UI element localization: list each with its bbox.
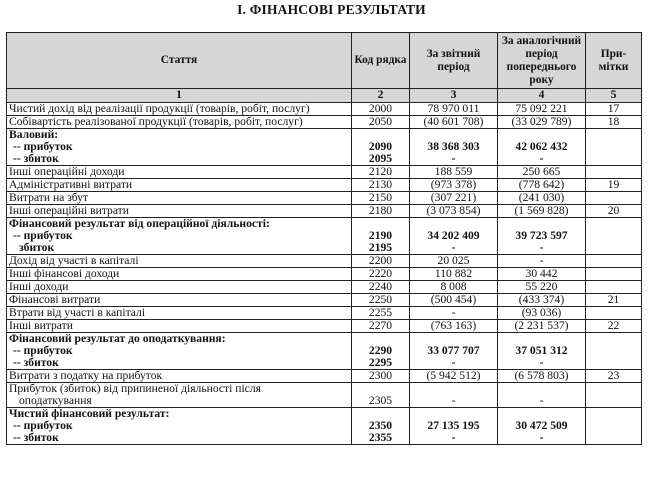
row-label <box>7 408 352 445</box>
row-current: - <box>410 383 498 408</box>
profit-label: -- прибуток <box>13 344 73 357</box>
row-current: (3 073 854) <box>410 205 498 218</box>
row-prior: 55 220 <box>498 281 586 294</box>
table-row <box>7 408 642 445</box>
row-code: 2250 <box>352 294 410 307</box>
row-note <box>586 166 642 179</box>
page-title: І. ФІНАНСОВІ РЕЗУЛЬТАТИ <box>237 2 426 17</box>
row-code: 2120 <box>352 166 410 179</box>
row-note: 21 <box>586 294 642 307</box>
row-prior: (433 374) <box>498 294 586 307</box>
row-prior: (93 036) <box>498 307 586 320</box>
row-label-line: оподаткування <box>19 394 92 407</box>
row-code: 2090 2095 <box>352 129 410 166</box>
row-label: Чистий дохід від реалізації продукції (товарів, робіт, послуг) <box>7 103 352 116</box>
row-label: Фінансові витрати <box>7 294 352 307</box>
table-row <box>7 103 642 116</box>
table-row <box>7 129 642 166</box>
row-current: (973 378) <box>410 179 498 192</box>
row-current: (763 163) <box>410 320 498 333</box>
row-current: 38 368 303 - <box>410 129 498 166</box>
row-current: 27 135 195 - <box>410 408 498 445</box>
section-label: Валовий: <box>9 128 59 141</box>
row-prior: (241 030) <box>498 192 586 205</box>
loss-label: -- збиток <box>13 152 59 165</box>
row-note <box>586 129 642 166</box>
profit-label: -- прибуток <box>13 140 73 153</box>
row-code: 2180 <box>352 205 410 218</box>
row-note <box>586 281 642 294</box>
row-prior: 75 092 221 <box>498 103 586 116</box>
row-prior: (33 029 789) <box>498 116 586 129</box>
row-note <box>586 268 642 281</box>
table-row <box>7 320 642 333</box>
row-code: 2150 <box>352 192 410 205</box>
row-label: Інші доходи <box>7 281 352 294</box>
row-code: 2000 <box>352 103 410 116</box>
row-label: Собівартість реалізованої продукції (товарів, робіт, послуг) <box>7 116 352 129</box>
row-current: (307 221) <box>410 192 498 205</box>
row-code: 2130 <box>352 179 410 192</box>
table-row <box>7 333 642 370</box>
row-prior: (2 231 537) <box>498 320 586 333</box>
row-note <box>586 408 642 445</box>
table-row <box>7 383 642 408</box>
section-label: Чистий фінансовий результат: <box>9 407 170 420</box>
row-label <box>7 383 352 408</box>
row-label: Інші операційні доходи <box>7 166 352 179</box>
row-label: Інші витрати <box>7 320 352 333</box>
row-code: 2240 <box>352 281 410 294</box>
header-code: Код рядка <box>352 33 410 89</box>
row-label: Інші операційні витрати <box>7 205 352 218</box>
loss-label: збиток <box>19 241 55 254</box>
row-prior: 42 062 432 - <box>498 129 586 166</box>
row-current: 33 077 707 - <box>410 333 498 370</box>
col-number: 5 <box>586 89 642 103</box>
row-prior: 39 723 597 - <box>498 218 586 255</box>
header-current: За звітний період <box>410 33 498 89</box>
row-label: Витрати на збут <box>7 192 352 205</box>
row-current: (500 454) <box>410 294 498 307</box>
row-code: 2255 <box>352 307 410 320</box>
col-number: 1 <box>7 89 352 103</box>
table-row <box>7 179 642 192</box>
row-label <box>7 129 352 166</box>
row-current: 110 882 <box>410 268 498 281</box>
row-current: 8 008 <box>410 281 498 294</box>
table-row <box>7 268 642 281</box>
loss-label: -- збиток <box>13 431 59 444</box>
row-label: Інші фінансові доходи <box>7 268 352 281</box>
row-note <box>586 218 642 255</box>
row-label: Втрати від участі в капіталі <box>7 307 352 320</box>
row-note: 17 <box>586 103 642 116</box>
table-row <box>7 166 642 179</box>
table-row <box>7 192 642 205</box>
row-note <box>586 333 642 370</box>
row-prior: 250 665 <box>498 166 586 179</box>
table-row <box>7 281 642 294</box>
row-label: Витрати з податку на прибуток <box>7 370 352 383</box>
row-label: Адміністративні витрати <box>7 179 352 192</box>
row-code: 2220 <box>352 268 410 281</box>
table-row <box>7 116 642 129</box>
column-number-row <box>7 89 642 103</box>
profit-label: -- прибуток <box>13 229 73 242</box>
header-notes: При-мітки <box>586 33 642 89</box>
row-code: 2050 <box>352 116 410 129</box>
row-note: 19 <box>586 179 642 192</box>
row-current: 188 559 <box>410 166 498 179</box>
header-prior: За аналогічний період попереднього року <box>498 33 586 89</box>
row-label <box>7 218 352 255</box>
col-number: 4 <box>498 89 586 103</box>
row-current: (40 601 708) <box>410 116 498 129</box>
table-row <box>7 255 642 268</box>
row-note: 22 <box>586 320 642 333</box>
row-note: 20 <box>586 205 642 218</box>
loss-label: -- збиток <box>13 356 59 369</box>
table-row <box>7 307 642 320</box>
row-code: 2200 <box>352 255 410 268</box>
row-prior: 30 472 509 - <box>498 408 586 445</box>
row-note <box>586 192 642 205</box>
row-prior: - <box>498 255 586 268</box>
row-note: 18 <box>586 116 642 129</box>
row-prior: 37 051 312 - <box>498 333 586 370</box>
profit-label: -- прибуток <box>13 419 73 432</box>
col-number: 2 <box>352 89 410 103</box>
row-current: - <box>410 307 498 320</box>
header-item: Стаття <box>7 33 352 89</box>
table-row <box>7 205 642 218</box>
row-prior: (1 569 828) <box>498 205 586 218</box>
row-note <box>586 255 642 268</box>
row-code: 2270 <box>352 320 410 333</box>
row-code: 2190 2195 <box>352 218 410 255</box>
row-prior: (6 578 803) <box>498 370 586 383</box>
row-note <box>586 307 642 320</box>
row-code: 2305 <box>352 383 410 408</box>
row-note: 23 <box>586 370 642 383</box>
row-prior: (778 642) <box>498 179 586 192</box>
row-code: 2350 2355 <box>352 408 410 445</box>
row-prior: 30 442 <box>498 268 586 281</box>
row-label <box>7 333 352 370</box>
table-row <box>7 218 642 255</box>
section-label: Фінансовий результат від операційної діяльності: <box>9 217 270 230</box>
row-code: 2300 <box>352 370 410 383</box>
table-row <box>7 294 642 307</box>
section-label: Фінансовий результат до оподаткування: <box>9 332 226 345</box>
row-current: 78 970 011 <box>410 103 498 116</box>
row-current: 34 202 409 - <box>410 218 498 255</box>
row-code: 2290 2295 <box>352 333 410 370</box>
col-number: 3 <box>410 89 498 103</box>
row-current: 20 025 <box>410 255 498 268</box>
row-label-line: Прибуток (збиток) від припиненої діяльності після <box>9 382 261 395</box>
row-current: (5 942 512) <box>410 370 498 383</box>
row-note <box>586 383 642 408</box>
header-row <box>7 33 642 89</box>
financial-results-table <box>6 32 642 445</box>
table-row <box>7 370 642 383</box>
row-label: Дохід від участі в капіталі <box>7 255 352 268</box>
row-prior: - <box>498 383 586 408</box>
